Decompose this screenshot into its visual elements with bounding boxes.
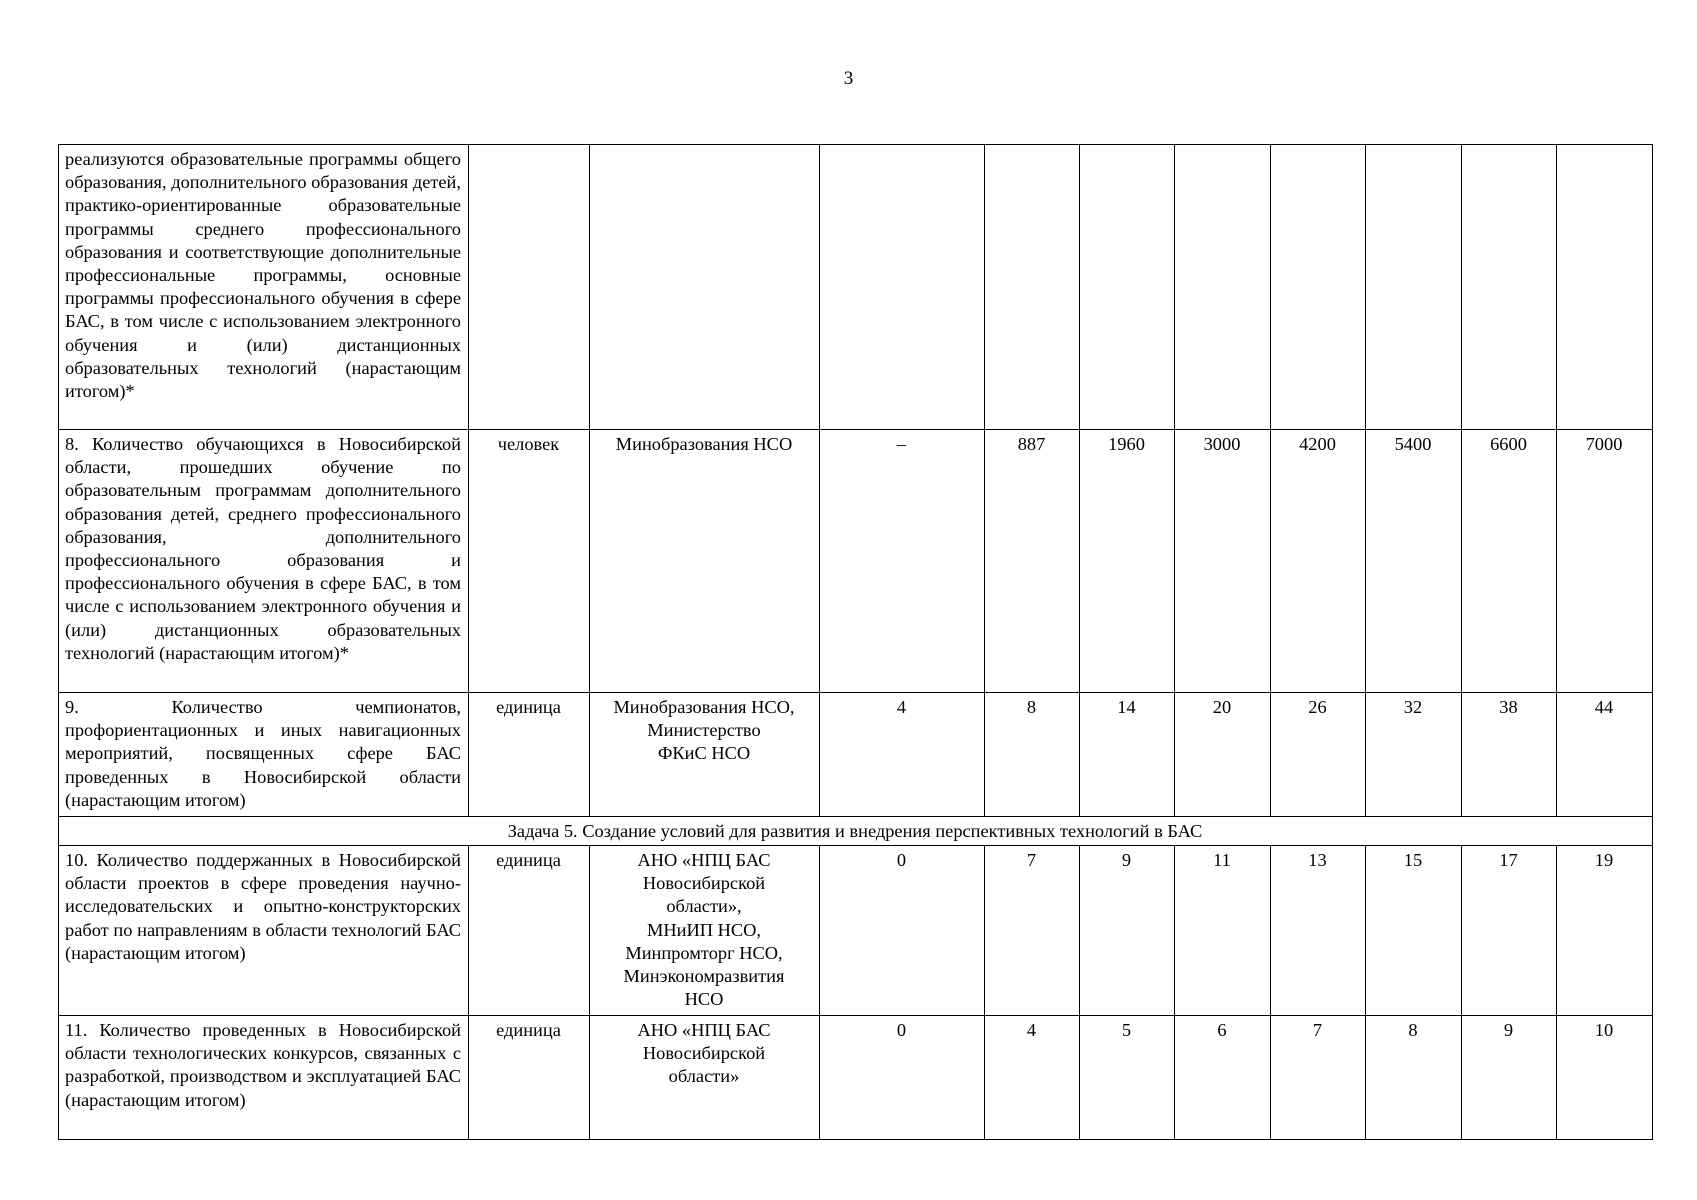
value-cell: 44 — [1557, 693, 1653, 817]
value-cell — [1557, 145, 1653, 430]
value-cell: 8 — [1366, 1016, 1462, 1140]
page-number: 3 — [843, 68, 854, 89]
value-cell: 6600 — [1462, 430, 1557, 693]
value-cell: 8 — [985, 693, 1080, 817]
value-cell: 15 — [1366, 846, 1462, 1016]
unit-cell: единица — [469, 1016, 590, 1140]
value-cell: 5400 — [1366, 430, 1462, 693]
value-cell — [1175, 145, 1271, 430]
table-row — [59, 1016, 1653, 1140]
value-cell: 38 — [1462, 693, 1557, 817]
value-cell: 7 — [1271, 1016, 1366, 1140]
value-cell: 11 — [1175, 846, 1271, 1016]
value-cell: 5 — [1080, 1016, 1175, 1140]
unit-cell: единица — [469, 693, 590, 817]
value-cell: 20 — [1175, 693, 1271, 817]
indicators-table — [58, 144, 1653, 1140]
responsible-cell: АНО «НПЦ БАС Новосибирской области», МНиИП НСО, Минпромторг НСО, Минэкономразвития НСО — [590, 846, 820, 1016]
value-cell — [1080, 145, 1175, 430]
table-row — [59, 430, 1653, 693]
value-cell — [820, 145, 985, 430]
indicator-name: 8. Количество обучающихся в Новосибирской области, прошедших обучение по образовательным программам дополнительного образования детей, среднего профессионального образования, дополнительного профессионального образования и профессионального обучения в сфере БАС, в том числе с использованием электронного обучения и (или) дистанционных образовательных технологий (нарастающим итогом)* — [59, 430, 469, 693]
indicator-name: 9. Количество чемпионатов, профориентационных и иных навигационных мероприятий, посвященных сфере БАС проведенных в Новосибирской области (нарастающим итогом) — [59, 693, 469, 817]
indicator-name: 10. Количество поддержанных в Новосибирской области проектов в сфере проведения научно-исследовательских и опытно-конструкторских работ по направлениям в области технологий БАС (нарастающим итогом) — [59, 846, 469, 1016]
value-cell — [1366, 145, 1462, 430]
value-cell: – — [820, 430, 985, 693]
value-cell: 14 — [1080, 693, 1175, 817]
table-row — [59, 693, 1653, 817]
value-cell: 9 — [1462, 1016, 1557, 1140]
value-cell: 7 — [985, 846, 1080, 1016]
responsible-cell: Минобразования НСО — [590, 430, 820, 693]
unit-cell — [469, 145, 590, 430]
value-cell: 10 — [1557, 1016, 1653, 1140]
value-cell — [1271, 145, 1366, 430]
indicator-name: реализуются образовательные программы общего образования, дополнительного образования детей, практико-ориентированные образовательные программы среднего профессионального образования и соответствующие дополнительные профессиональные программы, основные программы профессионального обучения в сфере БАС, в том числе с использованием электронного обучения и (или) дистанционных образовательных технологий (нарастающим итогом)* — [59, 145, 469, 430]
value-cell — [985, 145, 1080, 430]
task-row — [59, 817, 1653, 846]
value-cell: 9 — [1080, 846, 1175, 1016]
table-row — [59, 846, 1653, 1016]
value-cell: 6 — [1175, 1016, 1271, 1140]
value-cell: 32 — [1366, 693, 1462, 817]
value-cell: 4 — [985, 1016, 1080, 1140]
value-cell: 0 — [820, 1016, 985, 1140]
value-cell: 4200 — [1271, 430, 1366, 693]
value-cell: 26 — [1271, 693, 1366, 817]
value-cell: 13 — [1271, 846, 1366, 1016]
value-cell: 0 — [820, 846, 985, 1016]
indicator-name: 11. Количество проведенных в Новосибирской области технологических конкурсов, связанных с разработкой, производством и эксплуатацией БАС (нарастающим итогом) — [59, 1016, 469, 1140]
responsible-cell — [590, 145, 820, 430]
value-cell: 7000 — [1557, 430, 1653, 693]
value-cell: 4 — [820, 693, 985, 817]
value-cell — [1462, 145, 1557, 430]
responsible-cell: АНО «НПЦ БАС Новосибирской области» — [590, 1016, 820, 1140]
value-cell: 19 — [1557, 846, 1653, 1016]
value-cell: 17 — [1462, 846, 1557, 1016]
unit-cell: единица — [469, 846, 590, 1016]
value-cell: 887 — [985, 430, 1080, 693]
value-cell: 3000 — [1175, 430, 1271, 693]
value-cell: 1960 — [1080, 430, 1175, 693]
responsible-cell: Минобразования НСО, Министерство ФКиС НСО — [590, 693, 820, 817]
task-heading: Задача 5. Создание условий для развития и внедрения перспективных технологий в БАС — [59, 817, 1653, 846]
unit-cell: человек — [469, 430, 590, 693]
table-row — [59, 145, 1653, 430]
